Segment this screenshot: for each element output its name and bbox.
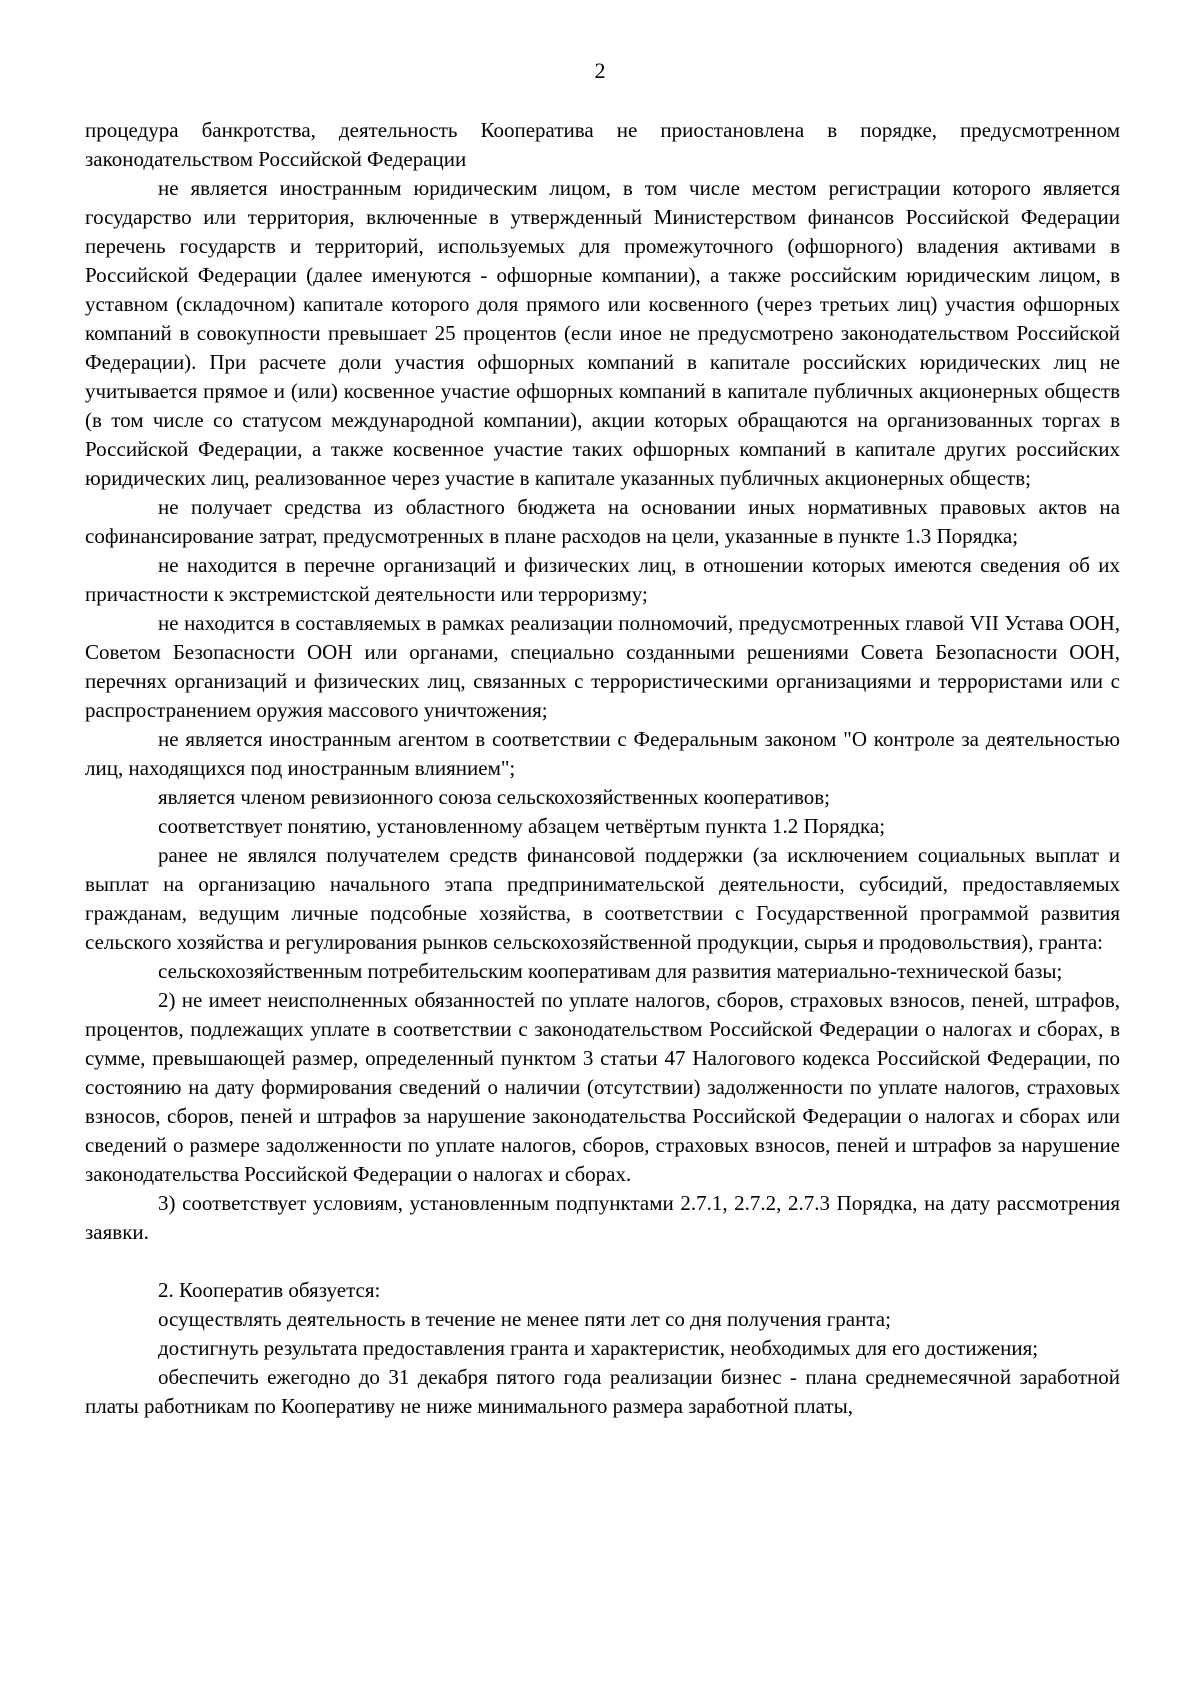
paragraph-bankruptcy-continuation: процедура банкротства, деятельность Кооператива не приостановлена в порядке, предусмотренном законодательством Российской Федерации [85,118,1120,171]
paragraph-regional-budget-funds: не получает средства из областного бюджета на основании иных нормативных правовых актов на софинансирование затрат, предусмотренных в плане расходов на цели, указанные в пункте 1.3 Порядка; [85,495,1120,548]
paragraph-un-security-council-lists: не находится в составляемых в рамках реализации полномочий, предусмотренных главой VII Устава ООН, Советом Безопасности ООН или органами, специально созданными решениями Совета Безопасности ООН, перечнях организаций и физических лиц, связанных с террористическими организациями и террористами или с распространением оружия массового уничтожения; [85,611,1120,722]
paragraph-conditions-compliance: 3) соответствует условиям, установленным подпунктами 2.7.1, 2.7.2, 2.7.3 Порядка, на дату рассмотрения заявки. [85,1191,1120,1244]
section-heading-obligations: 2. Кооператив обязуется: [158,1278,381,1302]
document-body [85,116,1120,1421]
paragraph-grant-type: сельскохозяйственным потребительским кооперативам для развития материально-технической базы; [158,959,1063,983]
paragraph-offshore-companies: не является иностранным юридическим лицом, в том числе местом регистрации которого является государство или территория, включенные в утвержденный Министерством финансов Российской Федерации перечень государств и территорий, используемых для промежуточного (офшорного) владения активами в Российской Федерации (далее именуются - офшорные компании), а также российским юридическим лицом, в уставном (складочном) капитале которого доля прямого или косвенного (через третьих лиц) участия офшорных компаний в совокупности превышает 25 процентов (если иное не предусмотрено законодательством Российской Федерации). При расчете доли участия офшорных компаний в капитале российских юридических лиц не учитывается прямое и (или) косвенное участие офшорных компаний в капитале публичных акционерных обществ (в том числе со статусом международной компании), акции которых обращаются на организованных торгах в Российской Федерации, а также косвенное участие таких офшорных компаний в капитале других российских юридических лиц, реализованное через участие в капитале указанных публичных акционерных обществ; [85,176,1120,490]
page-number: 2 [594,58,606,83]
paragraph-audit-union-member: является членом ревизионного союза сельскохозяйственных кооперативов; [158,785,830,809]
paragraph-definition-compliance: соответствует понятию, установленному абзацем четвёртым пункта 1.2 Порядка; [158,814,886,838]
paragraph-tax-obligations: 2) не имеет неисполненных обязанностей по уплате налогов, сборов, страховых взносов, пеней, штрафов, процентов, подлежащих уплате в соответствии с законодательством Российской Федерации о налогах и сборах, в сумме, превышающей размер, определенный пунктом 3 статьи 47 Налогового кодекса Российской Федерации, по состоянию на дату формирования сведений о наличии (отсутствии) задолженности по уплате налогов, страховых взносов, сборов, пеней и штрафов за нарушение законодательства Российской Федерации о налогах и сборах или сведений о размере задолженности по уплате налогов, сборов, страховых взносов, пеней и штрафов за нарушение законодательства Российской Федерации о налогах и сборах. [85,988,1120,1186]
paragraph-foreign-agent: не является иностранным агентом в соответствии с Федеральным законом "О контроле за деятельностью лиц, находящихся под иностранным влиянием"; [85,727,1120,780]
paragraph-achieve-result: достигнуть результата предоставления гранта и характеристик, необходимых для его достижения; [158,1336,1039,1360]
paragraph-five-year-activity: осуществлять деятельность в течение не менее пяти лет со дня получения гранта; [158,1307,891,1331]
paragraph-average-salary: обеспечить ежегодно до 31 декабря пятого года реализации бизнес - плана среднемесячной заработной платы работникам по Кооперативу не ниже минимального размера заработной платы, [85,1365,1120,1418]
paragraph-prior-support: ранее не являлся получателем средств финансовой поддержки (за исключением социальных выплат и выплат на организацию начального этапа предпринимательской деятельности, субсидий, предоставляемых гражданам, ведущим личные подсобные хозяйства, в соответствии с Государственной программой развития сельского хозяйства и регулирования рынков сельскохозяйственной продукции, сырья и продовольствия), гранта: [85,843,1120,954]
section-gap [85,1247,1120,1276]
paragraph-extremism-list: не находится в перечне организаций и физических лиц, в отношении которых имеются сведения об их причастности к экстремистской деятельности или терроризму; [85,553,1120,606]
